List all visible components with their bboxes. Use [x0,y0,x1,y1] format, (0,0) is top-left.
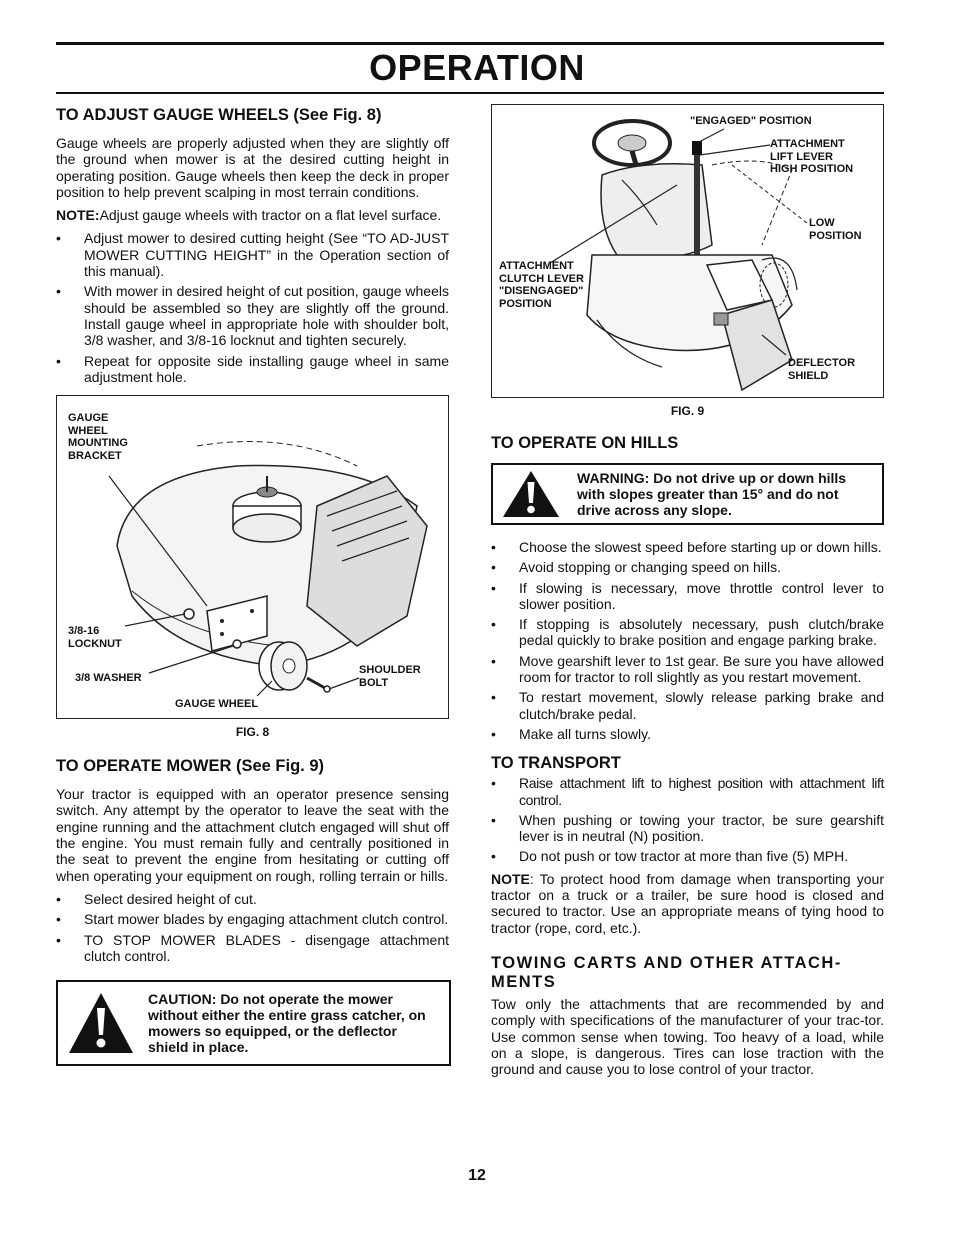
left-column [56,106,449,1066]
note-label: NOTE [491,870,530,887]
towing-text: Tow only the attachments that are recommended by and comply with specifications of the manufacturer of your trac-tor. Use common sense when towing. Too heavy of a load, while on a slope, is dangerous. Tires can lose traction with the ground and cause you to lose control of your tractor. [491,995,884,1078]
note-text: Adjust gauge wheels with tractor on a flat level surface. [99,207,442,224]
transport-section [491,754,884,936]
caution-box [56,980,451,1066]
label-lift-lever: ATTACHMENT LIFT LEVER HIGH POSITION [770,138,854,175]
towing-heading: TOWING CARTS AND OTHER ATTACH-MENTS [491,953,842,991]
gauge-wheels-heading: TO ADJUST GAUGE WHEELS (See Fig. 8) [56,106,382,124]
operate-mower-heading: TO OPERATE MOWER (See Fig. 9) [56,757,324,776]
label-gauge-wheel: GAUGE WHEEL [175,698,259,711]
warning-triangle-icon [66,990,136,1056]
list-item: • Raise attachment lift to highest position with attachment lift control. [491,775,884,808]
list-item: • If stopping is absolutely necessary, push clutch/brake pedal quickly to brake position and engage parking brake. [491,616,884,649]
page-title: OPERATION [369,47,585,88]
operate-mower-bullets [56,891,449,964]
figure-9-caption: FIG. 9 [670,404,705,418]
list-item: • Do not push or tow tractor at more than five (5) MPH. [491,848,884,864]
figure-9 [491,104,884,398]
right-column [491,104,884,1084]
warning-text: WARNING: Do not drive up or down hills with slopes greater than 15° and do not drive across any slope. [577,470,847,518]
label-deflector-shield: DEFLECTOR SHIELD [788,357,856,382]
note-text: : To protect hood from damage when transporting your tractor on a truck or a trailer, be sure hood is closed and secured to tractor. Use an appropriate means of tying hood to tractor (rope, cord, etc.). [491,870,884,936]
list-item: • Make all turns slowly. [491,726,884,742]
label-mounting-bracket: GAUGE WHEEL MOUNTING BRACKET [68,412,128,462]
operate-mower-section [56,757,449,964]
list-item: • Select desired height of cut. [56,891,449,907]
list-item: • Adjust mower to desired cutting height (See “TO AD-JUST MOWER CUTTING HEIGHT” in the Operation section of this manual). [56,230,449,279]
list-item: • TO STOP MOWER BLADES - disengage attachment clutch control. [56,932,449,965]
list-item: • Move gearshift lever to 1st gear. Be sure you have allowed room for tractor to roll slightly as you restart movement. [491,653,884,686]
label-shoulder-bolt: SHOULDER BOLT [359,664,421,689]
gauge-wheels-section [56,106,449,385]
gauge-wheels-intro: Gauge wheels are properly adjusted when they are slightly off the ground when mower is at the desired cutting height in operating position. Gauge wheels then keep the deck in proper position to help prevent scalping in most terrain conditions. [56,135,449,200]
label-low-position: LOW POSITION [809,217,862,242]
warning-box [491,463,884,525]
list-item: • With mower in desired height of cut position, gauge wheels should be assembled so they are slightly off the ground. Install gauge wheel in appropriate hole with shoulder bolt, 3/8 washer, and 3/8-16 locknut and tighten securely. [56,283,449,348]
transport-heading: TO TRANSPORT [491,754,621,773]
transport-note [491,871,884,936]
hills-section [491,434,884,742]
transport-bullets [491,775,884,864]
figure-8 [56,395,449,719]
label-washer: 3/8 WASHER [75,672,142,685]
list-item: • Avoid stopping or changing speed on hills. [491,559,884,575]
header-rule-bottom [56,92,884,94]
list-item: • If slowing is necessary, move throttle control lever to slower position. [491,580,884,613]
towing-section [491,954,884,1077]
list-item: • Start mower blades by engaging attachment clutch control. [56,911,449,927]
hills-heading: TO OPERATE ON HILLS [491,434,679,452]
note-label: NOTE: [56,207,100,224]
hills-bullets [491,539,884,742]
page-number: 12 [468,1167,486,1184]
list-item: • Choose the slowest speed before starting up or down hills. [491,539,884,555]
caution-text: CAUTION: Do not operate the mower without either the entire grass catcher, on mowers so equipped, or the deflector shield in place. [148,991,426,1056]
label-locknut: 3/8-16 LOCKNUT [68,625,122,650]
warning-triangle-icon [501,469,561,519]
label-engaged-position: "ENGAGED" POSITION [690,115,812,127]
operate-mower-intro: Your tractor is equipped with an operator presence sensing switch. Any attempt by the operator to leave the seat with the engine running and the attachment clutch engaged will shut off the engine. You must remain fully and centrally positioned in the seat to prevent the engine from hesitating or cutting off when operating your equipment on rough, rolling terrain or hills. [56,786,449,884]
list-item: • Repeat for opposite side installing gauge wheel in same adjustment hole. [56,353,449,386]
gauge-wheels-note [56,207,449,223]
header-rule-top [56,42,884,45]
figure-8-caption: FIG. 8 [235,725,270,740]
list-item: • To restart movement, slowly release parking brake and clutch/brake pedal. [491,689,884,722]
list-item: • When pushing or towing your tractor, be sure gearshift lever is in neutral (N) position. [491,812,884,845]
gauge-wheels-bullets [56,230,449,385]
label-clutch-lever: ATTACHMENT CLUTCH LEVER "DISENGAGED" POSITION [499,260,584,310]
